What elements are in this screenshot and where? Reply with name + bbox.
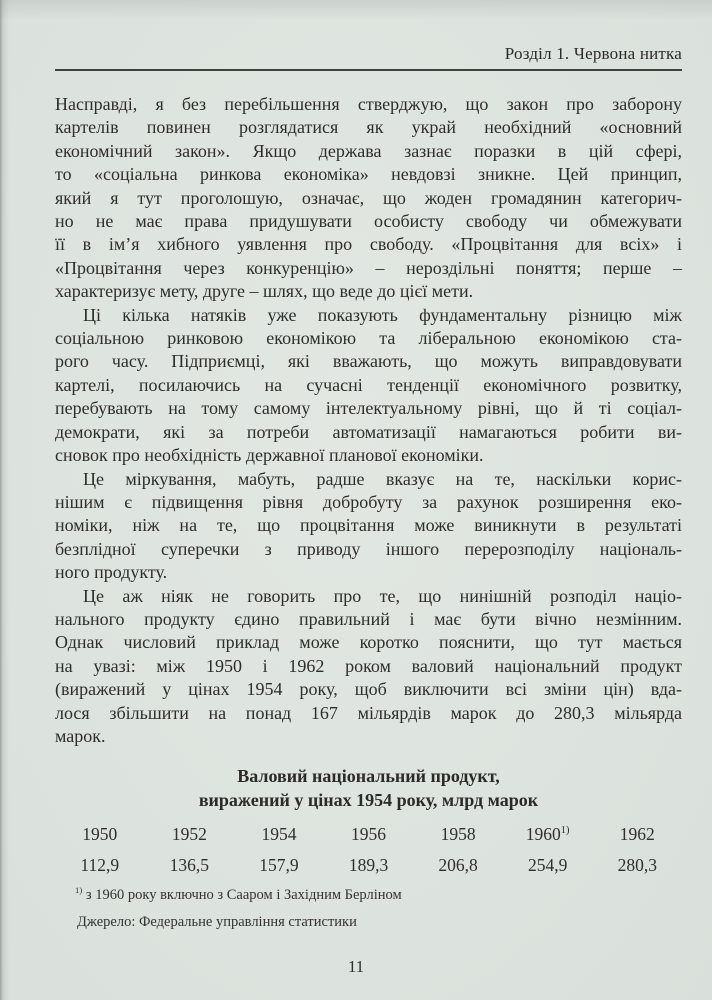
year-cell: 1956 — [351, 824, 387, 845]
header-rule — [55, 69, 682, 71]
text-line: нального продукту єдино правильний і має бути вічно незмінним. — [55, 608, 682, 629]
year-cell: 1950 — [82, 824, 118, 845]
text-line: характеризує мету, друге – шлях, що веде до цієї мети. — [55, 281, 474, 302]
text-line: ного продукту. — [55, 562, 168, 583]
year-cell: 1958 — [440, 824, 476, 845]
year-cell: 1962 — [619, 824, 655, 845]
text-line: демократи, які за потреби автоматизації намагаються робити ви- — [55, 421, 682, 442]
year-cell: 1952 — [171, 824, 207, 845]
source-note: Джерело: Федеральне управління статистики — [77, 914, 357, 931]
text-line: номіки, ніж на те, що процвітання може виникнути в результаті — [55, 515, 682, 536]
running-head: Розділ 1. Червона нитка — [504, 44, 682, 63]
footnote-marker: 1) — [75, 885, 83, 896]
table-title-line-2: виражений у цінах 1954 року, млрд марок — [198, 790, 539, 811]
gnp-table — [55, 764, 682, 932]
text-line: но не має права придушувати особисту свободу чи обмежувати — [55, 211, 682, 232]
text-line: картелів повинен розглядатися як украй необхідний «основний — [55, 117, 682, 138]
text-line: Це аж ніяк не говорить про те, що нинішній розподіл націо- — [83, 585, 682, 606]
table-years-row — [55, 824, 682, 845]
text-line: соціальною ринковою економікою та ліберальною економікою ста- — [55, 328, 682, 349]
year-footnote-marker: 1) — [560, 825, 570, 837]
value-cell: 112,9 — [80, 855, 120, 876]
text-line: рого часу. Підприємці, які вважають, що можуть виправдовувати — [55, 351, 682, 372]
text-line: Це міркування, мабуть, радше вказує на те, наскільки корис- — [83, 468, 682, 489]
table-title-line-1: Валовий національний продукт, — [237, 766, 500, 787]
table-footnotes — [55, 886, 682, 932]
paragraph — [55, 468, 682, 585]
text-line: Насправді, я без перебільшення стверджую, що закон про заборону — [55, 94, 682, 114]
table-title — [55, 764, 682, 812]
text-line: нішим є підвищення рівня добробуту за рахунок розширення еко- — [55, 491, 682, 512]
text-line: який я тут проголошую, означає, що жоден громадянин категорич- — [55, 187, 682, 208]
text-line: економічний закон». Якщо держава зазнає поразки в цій сфері, — [55, 140, 682, 161]
paragraph — [55, 585, 682, 749]
paragraph — [55, 304, 682, 468]
text-line: лося збільшити на понад 167 мільярдів марок до 280,3 мільярда — [55, 702, 682, 723]
text-line: Ці кілька натяків уже показують фундаментальну різницю між — [83, 304, 682, 325]
paragraph — [55, 93, 682, 304]
year-cell: 1954 — [261, 824, 297, 845]
text-line: марок. — [55, 725, 106, 746]
text-line: «Процвітання через конкуренцію» – нероздільні поняття; перше – — [55, 257, 682, 278]
value-cell: 206,8 — [438, 855, 478, 876]
page-body — [55, 93, 682, 748]
text-line: на увазі: між 1950 і 1962 роком валовий національний продукт — [55, 655, 682, 676]
text-line: її в ім’я хибного уявлення про свободу. «Процвітання для всіх» і — [55, 234, 682, 255]
value-cell: 254,9 — [527, 855, 568, 876]
value-cell: 136,5 — [169, 855, 210, 876]
text-line: картелі, посилаючись на сучасні тенденції економічного розвитку, — [55, 374, 682, 395]
page-header — [55, 44, 682, 71]
year-cell: 1960$^{1)}$ — [525, 824, 570, 845]
value-cell: 189,3 — [348, 855, 389, 876]
value-cell: 280,3 — [617, 855, 657, 876]
text-line: сновок про необхідність державної планової економіки. — [55, 445, 484, 466]
value-cell: 157,9 — [259, 855, 299, 876]
text-line: перебувають на тому самому інтелектуальному рівні, що й ті соціал- — [55, 398, 682, 419]
page-number: 11 — [347, 957, 365, 976]
text-line: то «соціальна ринкова економіка» невдовзі зникне. Цей принцип, — [55, 164, 682, 185]
footnote-text: з 1960 року включно з Сааром і Західним Берліном — [85, 887, 402, 904]
table-values-row — [55, 855, 682, 876]
text-line: безплідної суперечки з приводу іншого перерозподілу національ- — [55, 538, 682, 559]
text-line: Однак числовий приклад може коротко пояснити, що тут мається — [55, 632, 682, 653]
footnote-1 — [75, 886, 682, 905]
text-line: (виражений у цінах 1954 року, щоб виключити всі зміни цін) вда- — [55, 679, 682, 700]
